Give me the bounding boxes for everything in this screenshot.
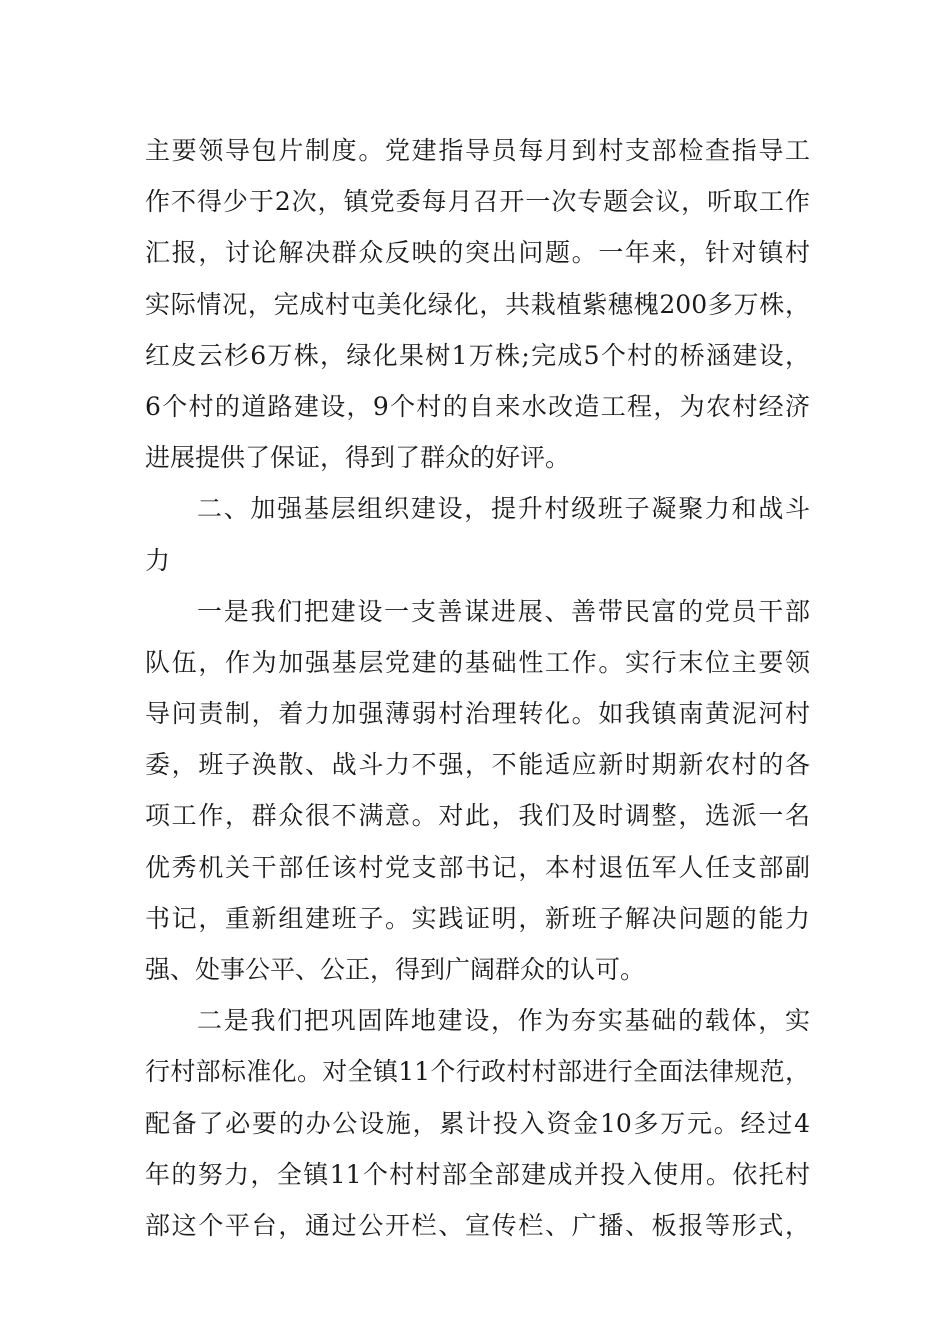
text-line: 年的努力，全镇11个村村部全部建成并投入使用。依托村 <box>145 1159 810 1189</box>
text-line: 书记，重新组建班子。实践证明，新班子解决问题的能力 <box>145 903 810 933</box>
text-line: 作不得少于2次，镇党委每月召开一次专题会议，听取工作 <box>145 187 810 217</box>
text-line: 导问责制，着力加强薄弱村治理转化。如我镇南黄泥河村 <box>145 699 810 729</box>
text-line: 主要领导包片制度。党建指导员每月到村支部检查指导工 <box>145 136 810 165</box>
text-line: 进展提供了保证，得到了群众的好评。 <box>145 443 571 473</box>
body-text <box>145 125 810 1251</box>
text-line: 部这个平台，通过公开栏、宣传栏、广播、板报等形式， <box>145 1210 810 1240</box>
text-line: 汇报，讨论解决群众反映的突出问题。一年来，针对镇村 <box>145 238 810 268</box>
section-heading-line: 力 <box>145 545 171 575</box>
text-line: 优秀机关干部任该村党支部书记，本村退伍军人任支部副 <box>145 852 810 882</box>
text-line: 二是我们把巩固阵地建设，作为夯实基础的载体，实 <box>197 1006 810 1036</box>
text-line: 一是我们把建设一支善谋进展、善带民富的党员干部 <box>197 596 810 626</box>
text-line: 红皮云杉6万株，绿化果树1万株;完成5个村的桥涵建设， <box>145 340 810 370</box>
text-line: 委，班子涣散、战斗力不强，不能适应新时期新农村的各 <box>145 750 810 780</box>
text-line: 项工作，群众很不满意。对此，我们及时调整，选派一名 <box>145 801 810 831</box>
text-line: 强、处事公平、公正，得到广阔群众的认可。 <box>145 955 646 984</box>
text-line: 实际情况，完成村屯美化绿化，共栽植紫穗槐200多万株， <box>145 289 810 319</box>
text-line: 6个村的道路建设，9个村的自来水改造工程，为农村经济 <box>145 391 810 421</box>
section-heading-line: 二、加强基层组织建设，提升村级班子凝聚力和战斗 <box>197 494 810 524</box>
text-line: 配备了必要的办公设施，累计投入资金10多万元。经过4 <box>145 1108 810 1138</box>
text-line: 队伍，作为加强基层党建的基础性工作。实行末位主要领 <box>145 647 810 677</box>
text-line: 行村部标准化。对全镇11个行政村村部进行全面法律规范， <box>145 1057 810 1087</box>
